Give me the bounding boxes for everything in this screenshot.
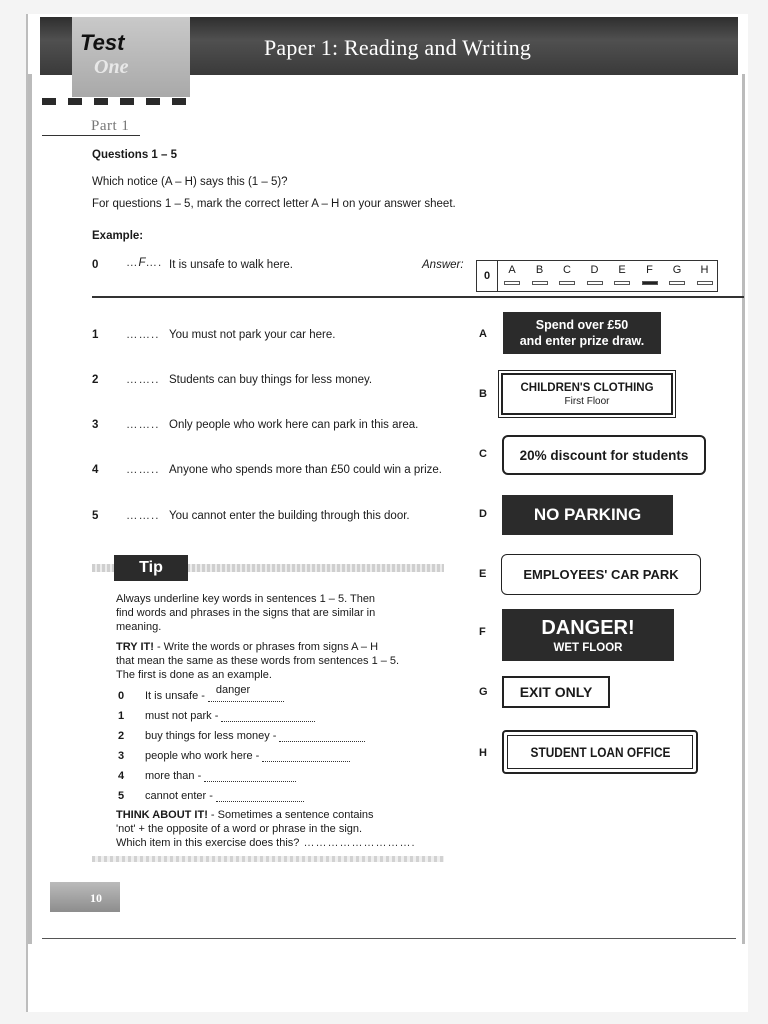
test-number-badge (72, 17, 190, 97)
tip-item-text: more than - (145, 770, 202, 782)
sign-letter-b: B (479, 388, 487, 400)
sign-b (501, 373, 673, 415)
answer-bubble-a (504, 281, 520, 285)
questions-heading: Questions 1 – 5 (92, 149, 178, 161)
tip-intro-line-2: find words and phrases in the signs that are similar in (116, 607, 376, 619)
part-label: Part 1 (91, 118, 130, 134)
tip-item-number: 1 (118, 710, 125, 722)
sign-letter-c: C (479, 448, 487, 460)
answer-letter-c: C (563, 264, 571, 276)
tip-label: Tip (114, 555, 188, 581)
think-text-1: - Sometimes a sentence contains (207, 809, 374, 821)
example-answer-blank (126, 257, 162, 269)
tip-think-about-it (116, 808, 416, 850)
question-text: You cannot enter the building through this door. (169, 510, 410, 522)
sign-text-line-1: EXIT ONLY (519, 684, 593, 700)
think-line-3 (116, 836, 416, 850)
question-text: Only people who work here can park in this area. (169, 419, 419, 431)
example-heading: Example: (92, 230, 144, 242)
question-answer-blank[interactable]: …….. (126, 329, 160, 341)
tip-footer-texture (92, 856, 444, 862)
think-answer-blank: ………………………. (299, 837, 416, 849)
tip-item-number: 2 (118, 730, 125, 742)
tip-item (145, 750, 350, 762)
answer-letter-e: E (618, 264, 626, 276)
tip-item-text: It is unsafe - (145, 690, 205, 702)
question-number: 2 (92, 374, 99, 386)
example-answer-letter: F (138, 257, 146, 269)
sign-text-line-2: WET FLOOR (553, 641, 623, 654)
footer-rule (42, 938, 736, 939)
sign-letter-f: F (479, 626, 486, 638)
sign-text-line-1: STUDENT LOAN OFFICE (530, 744, 670, 760)
test-label: Test (80, 30, 125, 55)
tip-item-answer: danger (215, 684, 251, 696)
question-answer-blank[interactable]: …….. (126, 419, 160, 431)
question-text: Anyone who spends more than £50 could win a prize. (169, 464, 442, 476)
paper-title: Paper 1: Reading and Writing (264, 35, 532, 60)
test-number-label: One (94, 56, 129, 78)
think-text-3: Which item in this exercise does this? (116, 837, 300, 849)
sign-letter-e: E (479, 568, 487, 580)
tip-item-answer-blank[interactable] (208, 684, 284, 702)
section-divider (92, 296, 744, 298)
question-number: 4 (92, 464, 99, 476)
sign-letter-a: A (479, 328, 487, 340)
question-answer-blank[interactable]: …….. (126, 374, 160, 386)
tip-item-number: 4 (118, 770, 125, 782)
try-it-text-1: - Write the words or phrases from signs A – H (153, 641, 379, 653)
answer-label: Answer: (422, 259, 464, 271)
answer-box-number: 0 (477, 261, 498, 291)
workbook-page (26, 14, 748, 1012)
instruction-line-1 (92, 176, 288, 188)
example-dots-before: … (126, 257, 139, 269)
answer-bubble-c (559, 281, 575, 285)
answer-letter-b: B (535, 264, 544, 276)
tip-intro-line-1: Always underline key words in sentences 1 – 5. Then (116, 593, 376, 605)
think-line-1 (116, 808, 416, 822)
example-dots-after: …. (145, 257, 163, 269)
sign-text-line-1: DANGER! (541, 616, 635, 639)
tip-item-text: must not park - (145, 710, 219, 722)
tip-item (145, 684, 284, 702)
think-heading: THINK ABOUT IT! (116, 809, 208, 821)
answer-letter-d: D (590, 264, 599, 276)
page-number: 10 (90, 891, 102, 905)
sign-text-line-1: EMPLOYEES' CAR PARK (523, 567, 679, 582)
tip-item (145, 730, 365, 742)
sign-f (502, 609, 674, 661)
tip-item-answer-blank[interactable] (279, 730, 365, 742)
instruction-line-2 (92, 198, 456, 210)
header-dash-decoration (42, 98, 190, 105)
think-line-2: 'not' + the opposite of a word or phrase in the sign. (116, 823, 363, 835)
question-text: You must not park your car here. (169, 329, 336, 341)
page-number-badge (50, 882, 120, 912)
question-number: 1 (92, 329, 99, 341)
tip-item-answer-blank[interactable] (216, 790, 304, 802)
try-it-line-3: The first is done as an example. (116, 669, 272, 681)
question-answer-blank[interactable]: …….. (126, 464, 160, 476)
tip-item-text: people who work here - (145, 750, 260, 762)
sign-text-line-1: CHILDREN'S CLOTHING (520, 381, 654, 394)
tip-item-number: 0 (118, 690, 125, 702)
answer-bubble-e (614, 281, 630, 285)
sign-text-line-1: NO PARKING (533, 505, 642, 524)
sign-g (502, 676, 610, 708)
part-underline (42, 135, 140, 136)
question-number: 5 (92, 510, 99, 522)
tip-item-text: cannot enter - (145, 790, 213, 802)
sign-text-line-2: and enter prize draw. (519, 334, 645, 348)
example-number: 0 (92, 259, 99, 271)
tip-try-it (116, 640, 399, 682)
instruction-text-2: For questions 1 – 5, mark the correct letter A – H on your answer sheet. (92, 198, 456, 210)
instruction-text-1: Which notice (A – H) says this (1 – 5)? (92, 176, 288, 188)
question-answer-blank[interactable]: …….. (126, 510, 160, 522)
sign-c (502, 435, 706, 475)
try-it-line-1 (116, 640, 399, 654)
sign-a (503, 312, 661, 354)
answer-bubble-b (532, 281, 548, 285)
answer-letter-h: H (700, 264, 709, 276)
answer-bubble-h (697, 281, 713, 285)
example-answer-box (476, 260, 718, 292)
answer-bubble-f (642, 281, 658, 285)
tip-intro (116, 592, 375, 634)
page-right-edge (742, 74, 745, 944)
sign-d (502, 495, 673, 535)
try-it-heading: TRY IT! (116, 641, 154, 653)
sign-text-line-1: 20% discount for students (519, 447, 689, 463)
tip-intro-line-3: meaning. (116, 621, 162, 633)
sign-letter-g: G (479, 686, 488, 698)
example-text: It is unsafe to walk here. (169, 259, 294, 271)
tip-item (145, 770, 296, 782)
page-edge-shadow (28, 74, 32, 944)
sign-letter-h: H (479, 747, 487, 759)
tip-item (145, 790, 304, 802)
tip-item-answer-blank[interactable] (204, 770, 296, 782)
tip-item (145, 710, 315, 722)
tip-item-number: 3 (118, 750, 125, 762)
tip-item-answer-blank[interactable] (221, 710, 315, 722)
tip-item-number: 5 (118, 790, 125, 802)
answer-bubble-g (669, 281, 685, 285)
answer-bubble-d (587, 281, 603, 285)
answer-letter-g: G (672, 264, 682, 276)
sign-text-line-2: First Floor (564, 395, 610, 407)
question-number: 3 (92, 419, 99, 431)
answer-letter-a: A (508, 264, 516, 276)
sign-text-line-1: Spend over £50 (535, 318, 629, 332)
tip-item-text: buy things for less money - (145, 730, 277, 742)
sign-letter-d: D (479, 508, 487, 520)
question-text: Students can buy things for less money. (169, 374, 373, 386)
sign-h (502, 730, 698, 774)
tip-item-answer-blank[interactable] (262, 750, 350, 762)
sign-e (501, 554, 701, 595)
answer-letter-f: F (646, 264, 653, 276)
try-it-line-2: that mean the same as these words from sentences 1 – 5. (116, 655, 400, 667)
